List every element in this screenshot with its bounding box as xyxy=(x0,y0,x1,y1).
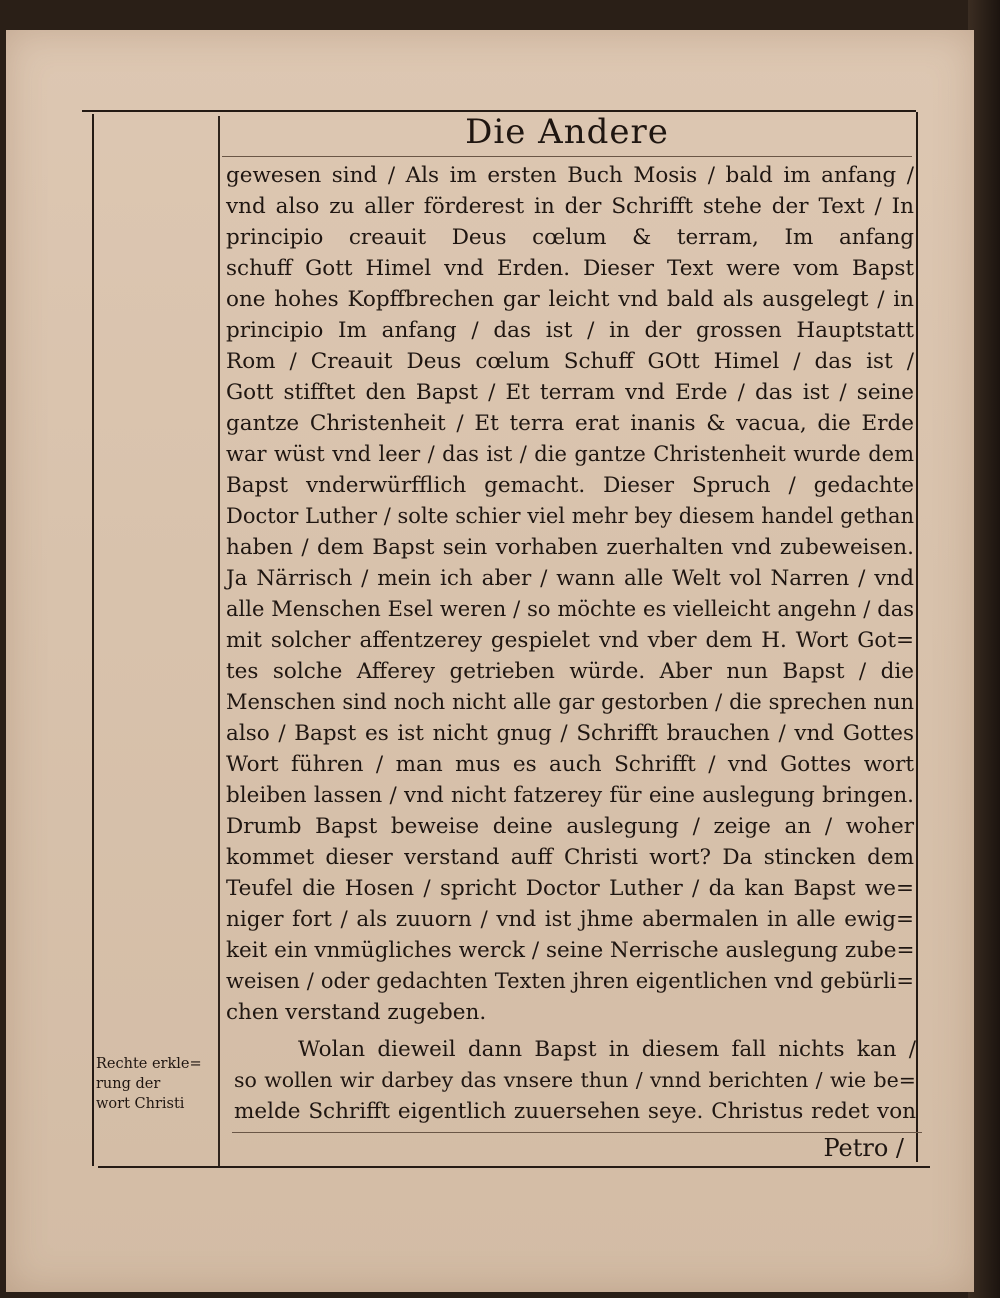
text-line: weisen / oder gedachten Texten jhren eigentlichen vnd gebürli= xyxy=(226,969,914,993)
text-line: Menschen sind noch nicht alle gar gestorben / die sprechen nun xyxy=(226,690,914,714)
text-line: Rom / Creauit Deus cœlum Schuff GOtt Himel / das ist / xyxy=(226,349,914,374)
header-underline xyxy=(222,156,912,157)
text-line: kommet dieser verstand auff Christi wort? Da stincken dem xyxy=(226,845,914,870)
text-line: Gott stifftet den Bapst / Et terram vnd Erde / das ist / seine xyxy=(226,380,914,405)
text-line: Ja Närrisch / mein ich aber / wann alle Welt vol Narren / vnd xyxy=(226,566,914,591)
text-line: bleiben lassen / vnd nicht fatzerey für eine auslegung bringen. xyxy=(226,783,914,808)
text-line: Teufel die Hosen / spricht Doctor Luther / da kan Bapst we= xyxy=(226,876,914,901)
text-line: Bapst vnderwürfflich gemacht. Dieser Spruch / gedachte xyxy=(226,473,914,498)
text-line: alle Menschen Esel weren / so möchte es vielleicht angehn / das xyxy=(226,597,914,621)
text-line: chen verstand zugeben. xyxy=(226,1000,487,1025)
bottom-rule xyxy=(98,1166,930,1168)
margin-note-line: Rechte erkle= xyxy=(96,1056,202,1072)
running-head: Die Andere xyxy=(465,112,669,152)
margin-note xyxy=(96,1054,224,1114)
right-frame-rule xyxy=(916,112,918,1162)
text-line: tes solche Afferey getrieben würde. Aber nun Bapst / die xyxy=(226,659,914,684)
text-line: gantze Christenheit / Et terra erat inanis & vacua, die Erde xyxy=(226,411,914,436)
text-line: vnd also zu aller förderest in der Schrifft stehe der Text / In xyxy=(226,194,914,219)
text-line: one hohes Kopffbrechen gar leicht vnd bald als ausgelegt / in xyxy=(226,287,914,312)
text-line: principio Im anfang / das ist / in der grossen Hauptstatt xyxy=(226,318,914,343)
margin-column-rule xyxy=(218,116,220,1166)
catchword: Petro / xyxy=(823,1134,904,1162)
text-line: niger fort / als zuuorn / vnd ist jhme abermalen in alle ewig= xyxy=(226,907,914,932)
text-line: melde Schrifft eigentlich zuuersehen seye. Christus redet von xyxy=(234,1099,916,1124)
footer-rule xyxy=(232,1132,922,1133)
margin-note-line: rung der xyxy=(96,1076,161,1092)
text-line: gewesen sind / Als im ersten Buch Mosis / bald im anfang / xyxy=(226,163,914,188)
second-paragraph xyxy=(234,1034,916,1127)
text-line: Wort führen / man mus es auch Schrifft / vnd Gottes wort xyxy=(226,752,914,777)
text-line: haben / dem Bapst sein vorhaben zuerhalten vnd zubeweisen. xyxy=(226,535,914,560)
text-line: mit solcher affentzerey gespielet vnd vber dem H. Wort Got= xyxy=(226,628,914,653)
text-line: schuff Gott Himel vnd Erden. Dieser Text were vom Bapst xyxy=(226,256,914,281)
text-line: Drumb Bapst beweise deine auslegung / zeige an / woher xyxy=(226,814,914,839)
left-frame-rule xyxy=(92,114,94,1166)
margin-note-line: wort Christi xyxy=(96,1096,185,1112)
main-text-block xyxy=(226,160,914,1028)
text-line: Wolan dieweil dann Bapst in diesem fall nichts kan / xyxy=(298,1037,916,1062)
text-line: so wollen wir darbey das vnsere thun / vnnd berichten / wie be= xyxy=(234,1068,916,1092)
text-line: keit ein vnmügliches werck / seine Nerrische auslegung zube= xyxy=(226,938,915,963)
text-line: Doctor Luther / solte schier viel mehr bey diesem handel gethan xyxy=(226,504,914,528)
text-line: also / Bapst es ist nicht gnug / Schrifft brauchen / vnd Gottes xyxy=(226,721,914,746)
text-line: principio creauit Deus cœlum & terram, Im anfang xyxy=(226,225,914,250)
text-line: war wüst vnd leer / das ist / die gantze Christenheit wurde dem xyxy=(226,442,914,466)
